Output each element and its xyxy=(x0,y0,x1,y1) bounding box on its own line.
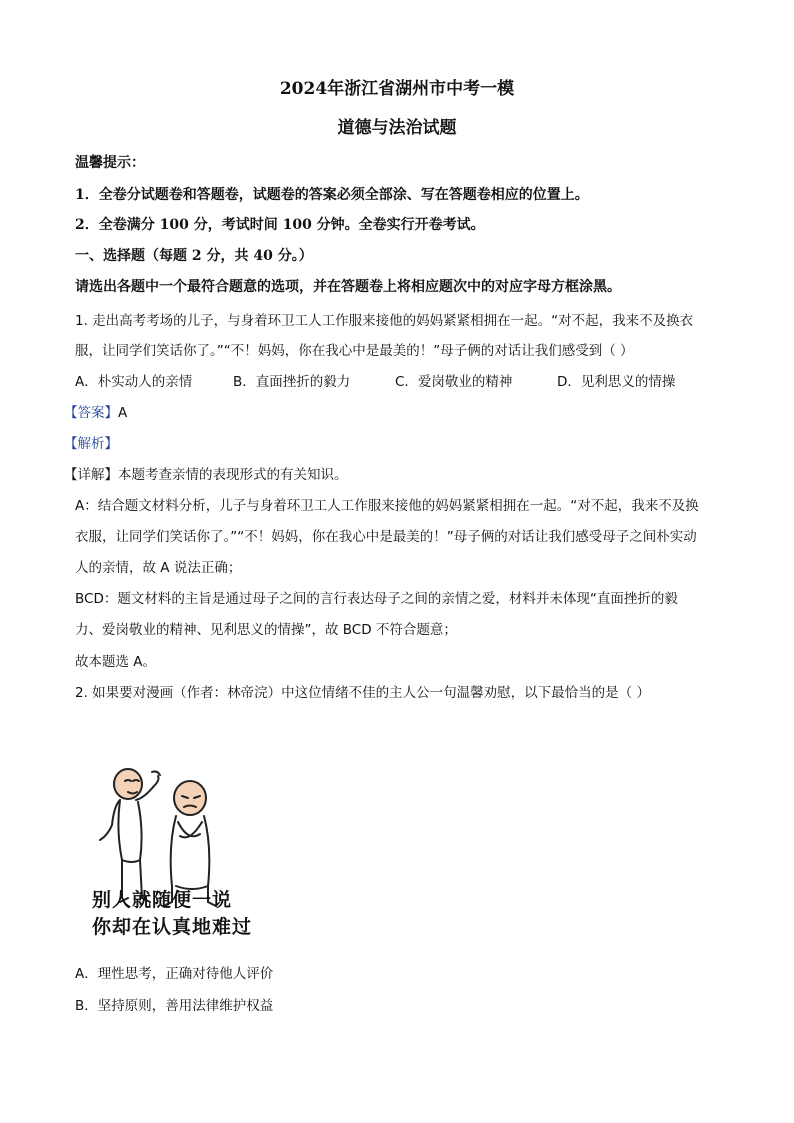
q1-analysis-a-line-3: 人的亲情，故 A 说法正确； xyxy=(75,560,242,576)
answer-tag: 【答案】 xyxy=(64,405,118,421)
section-instruction: 请选出各题中一个最符合题意的选项，并在答题卷上将相应题次中的对应字母方框涂黑。 xyxy=(75,279,621,295)
detail-tag: 【详解】 xyxy=(64,467,118,483)
q2-option-a: A．理性思考，正确对待他人评价 xyxy=(75,966,274,982)
cartoon-caption-line-1: 别人就随便一说 xyxy=(92,889,233,911)
q1-stem-line-2: 服，让同学们笑话你了。”“不！妈妈，你在我心中是最美的！”母子俩的对话让我们感受到（ ） xyxy=(75,343,634,359)
detail-text: 本题考查亲情的表现形式的有关知识。 xyxy=(118,467,348,483)
q1-answer xyxy=(64,401,127,421)
page-title: 2024年浙江省湖州市中考一模 xyxy=(279,79,515,99)
q1-option-c: C．爱岗敬业的精神 xyxy=(395,374,513,390)
q2-stem: 2. 如果要对漫画（作者：林帝浣）中这位情绪不佳的主人公一句温馨劝慰，以下最恰当的是（ ） xyxy=(75,685,650,701)
q1-stem-line-1: 1. 走出高考考场的儿子，与身着环卫工人工作服来接他的妈妈紧紧相拥在一起。“对不起，我来不及换衣 xyxy=(75,313,694,329)
notice-heading: 温馨提示： xyxy=(75,155,145,171)
q1-analysis-bcd-line-1: BCD：题文材料的主旨是通过母子之间的言行表达母子之间的亲情之爱，材料并未体现“直面挫折的毅 xyxy=(75,591,678,607)
answer-value: A xyxy=(118,405,128,421)
section-heading: 一、选择题（每题 2 分，共 40 分。） xyxy=(75,248,313,264)
q2-option-b: B．坚持原则，善用法律维护权益 xyxy=(75,998,274,1014)
analysis-tag: 【解析】 xyxy=(64,436,118,452)
q1-options xyxy=(75,370,715,390)
q1-conclusion: 故本题选 A。 xyxy=(75,654,157,670)
notice-item-2: 2．全卷满分 100 分，考试时间 100 分钟。全卷实行开卷考试。 xyxy=(75,217,485,233)
q1-detail xyxy=(64,463,348,483)
page-subtitle: 道德与法治试题 xyxy=(337,118,457,138)
q1-option-d: D．见利思义的情操 xyxy=(557,374,676,390)
q1-analysis-a-line-2: 衣服，让同学们笑话你了。”“不！妈妈，你在我心中是最美的！”母子俩的对话让我们感受母子之间朴实动 xyxy=(75,529,697,545)
notice-item-1: 1．全卷分试题卷和答题卷，试题卷的答案必须全部涂、写在答题卷相应的位置上。 xyxy=(75,187,589,203)
q1-option-b: B．直面挫折的毅力 xyxy=(233,374,351,390)
q1-analysis-a-line-1: A：结合题文材料分析，儿子与身着环卫工人工作服来接他的妈妈紧紧相拥在一起。“对不起，我来不及换 xyxy=(75,498,699,514)
cartoon-caption-line-2: 你却在认真地难过 xyxy=(92,916,253,938)
q1-analysis-bcd-line-2: 力、爱岗敬业的精神、见利思义的情操”，故 BCD 不符合题意； xyxy=(75,622,457,638)
q1-option-a: A．朴实动人的亲情 xyxy=(75,374,193,390)
